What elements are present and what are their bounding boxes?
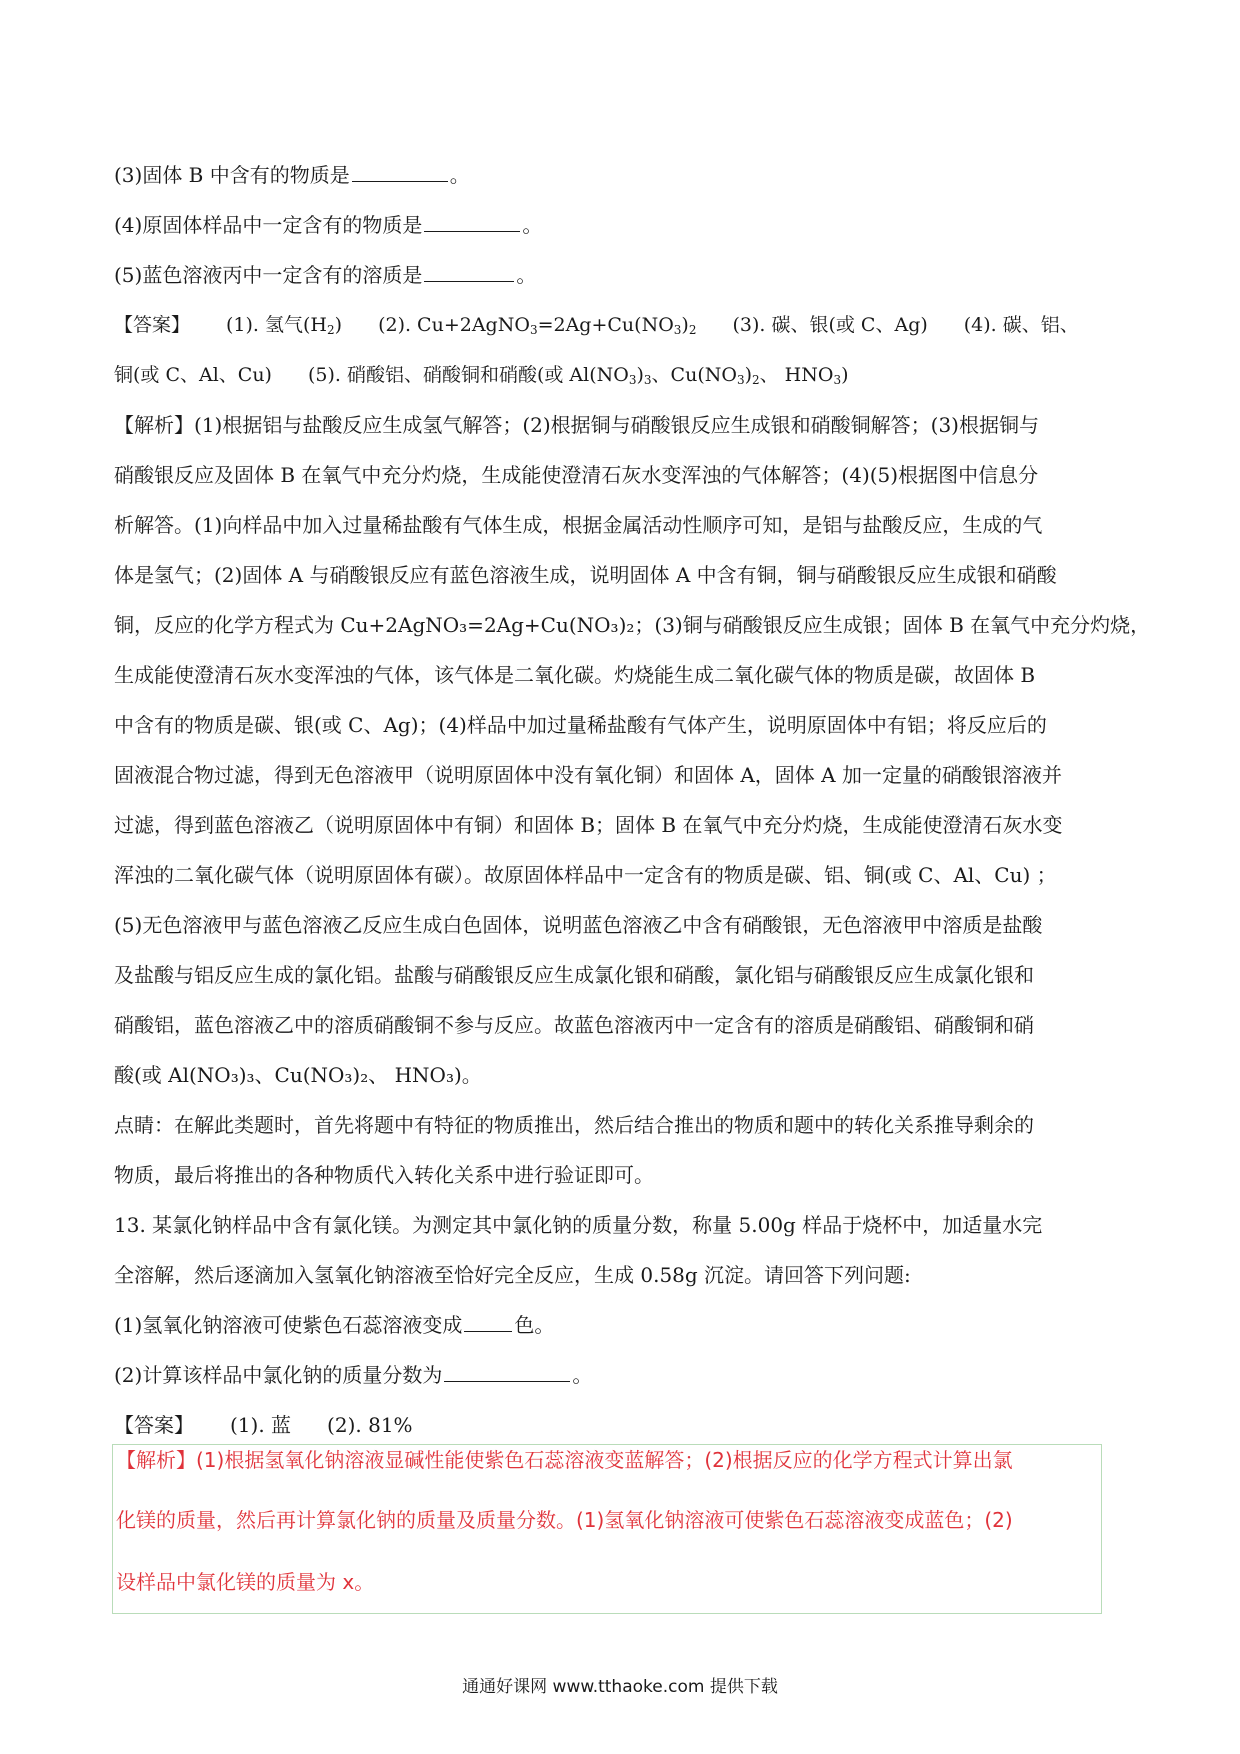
analysis-line: 生成能使澄清石灰水变浑浊的气体，该气体是二氧化碳。灼烧能生成二氧化碳气体的物质是碳，故固体 B	[114, 663, 1036, 687]
answer-blank[interactable]	[464, 1307, 512, 1332]
page-footer: 通通好课网 www.tthaoke.com 提供下载	[462, 1677, 778, 1697]
question-13-part-2: (2)计算该样品中氯化钠的质量分数为 。	[114, 1350, 1134, 1400]
question-12-part-5: (5)蓝色溶液丙中一定含有的溶质是 。	[114, 250, 1134, 300]
document-body	[114, 150, 1151, 1450]
tip-line: 点睛：在解此类题时，首先将题中有特征的物质推出，然后结合推出的物质和题中的转化关系推导剩余的	[114, 1113, 1034, 1137]
analysis-line: 体是氢气；(2)固体 A 与硝酸银反应有蓝色溶液生成，说明固体 A 中含有铜，铜与硝酸银反应生成银和硝酸	[114, 563, 1057, 587]
question-12-answer-line-2: 铜(或 C、Al、Cu) (5). 硝酸铝、硝酸铜和硝酸(或 $Al(NO_3)_3$、$Cu(NO_3)_2$、 $HNO_3$)	[114, 364, 849, 387]
question-13-answer: 【答案】 (1). 蓝 (2). 81%	[114, 1413, 413, 1437]
analysis-line: 析解答。(1)向样品中加入过量稀盐酸有气体生成，根据金属活动性顺序可知，是铝与盐酸反应，生成的气	[114, 513, 1043, 537]
red-analysis-line: 化镁的质量，然后再计算氯化钠的质量及质量分数。(1)氢氧化钠溶液可使紫色石蕊溶液变成蓝色；(2)	[116, 1508, 1013, 1532]
question-13-part-1: (1)氢氧化钠溶液可使紫色石蕊溶液变成 色。	[114, 1300, 1134, 1350]
answer-blank[interactable]	[352, 157, 448, 182]
question-12-answer-line-1: 【答案】 (1). 氢气$(H_2)$ (2). $Cu+2AgNO_3=2Ag+Cu(NO_3)_2$ (3). 碳、银(或 C、Ag) (4). 碳、铝、	[114, 314, 1079, 337]
stem-line: 全溶解，然后逐滴加入氢氧化钠溶液至恰好完全反应，生成 0.58g 沉淀。请回答下列问题:	[114, 1263, 911, 1287]
analysis-line: 固液混合物过滤，得到无色溶液甲（说明原固体中没有氧化铜）和固体 A，固体 A 加一定量的硝酸银溶液并	[114, 763, 1062, 787]
question-12-part-3: (3)固体 B 中含有的物质是 。	[114, 150, 1134, 200]
question-13-stem	[114, 1200, 1134, 1300]
answer-blank[interactable]	[444, 1357, 570, 1382]
question-12-tip	[114, 1100, 1134, 1200]
tip-line: 物质，最后将推出的各种物质代入转化关系中进行验证即可。	[114, 1163, 654, 1187]
analysis-line: 【解析】(1)根据铝与盐酸反应生成氢气解答；(2)根据铜与硝酸银反应生成银和硝酸铜解答；(3)根据铜与	[114, 413, 1039, 437]
answer-tag: 【答案】	[114, 314, 191, 336]
analysis-line: 硝酸银反应及固体 B 在氧气中充分灼烧，生成能使澄清石灰水变浑浊的气体解答；(4)(5)根据图中信息分	[114, 463, 1039, 487]
question-12-analysis	[114, 400, 1151, 1100]
stem-line: 13. 某氯化钠样品中含有氯化镁。为测定其中氯化钠的质量分数，称量 5.00g 样品于烧杯中，加适量水完	[114, 1213, 1043, 1237]
analysis-line: 中含有的物质是碳、银(或 C、Ag)；(4)样品中加过量稀盐酸有气体产生，说明原固体中有铝；将反应后的	[114, 713, 1047, 737]
red-analysis-line: 设样品中氯化镁的质量为 x。	[116, 1570, 375, 1594]
analysis-line: 过滤，得到蓝色溶液乙（说明原固体中有铜）和固体 B；固体 B 在氧气中充分灼烧，生成能使澄清石灰水变	[114, 813, 1063, 837]
analysis-line: 浑浊的二氧化碳气体（说明原固体有碳）。故原固体样品中一定含有的物质是碳、铝、铜(或 C、Al、Cu) ；	[114, 863, 1057, 887]
answer-blank[interactable]	[424, 207, 520, 232]
analysis-line: 及盐酸与铝反应生成的氯化铝。盐酸与硝酸银反应生成氯化银和硝酸，氯化铝与硝酸银反应生成氯化银和	[114, 963, 1034, 987]
analysis-line: 铜，反应的化学方程式为 Cu+2AgNO₃=2Ag+Cu(NO₃)₂；(3)铜与硝酸银反应生成银；固体 B 在氧气中充分灼烧，	[114, 613, 1151, 637]
analysis-line: 硝酸铝，蓝色溶液乙中的溶质硝酸铜不参与反应。故蓝色溶液丙中一定含有的溶质是硝酸铝、硝酸铜和硝	[114, 1013, 1034, 1037]
answer-blank[interactable]	[424, 257, 514, 282]
red-analysis-line: 【解析】(1)根据氢氧化钠溶液显碱性能使紫色石蕊溶液变蓝解答；(2)根据反应的化学方程式计算出氯	[116, 1448, 1013, 1472]
question-12-part-4: (4)原固体样品中一定含有的物质是 。	[114, 200, 1134, 250]
answer-tag: 【答案】	[114, 1413, 194, 1437]
analysis-line: (5)无色溶液甲与蓝色溶液乙反应生成白色固体，说明蓝色溶液乙中含有硝酸银，无色溶液甲中溶质是盐酸	[114, 913, 1043, 937]
analysis-line: 酸(或 Al(NO₃)₃、Cu(NO₃)₂、 HNO₃)。	[114, 1063, 482, 1087]
